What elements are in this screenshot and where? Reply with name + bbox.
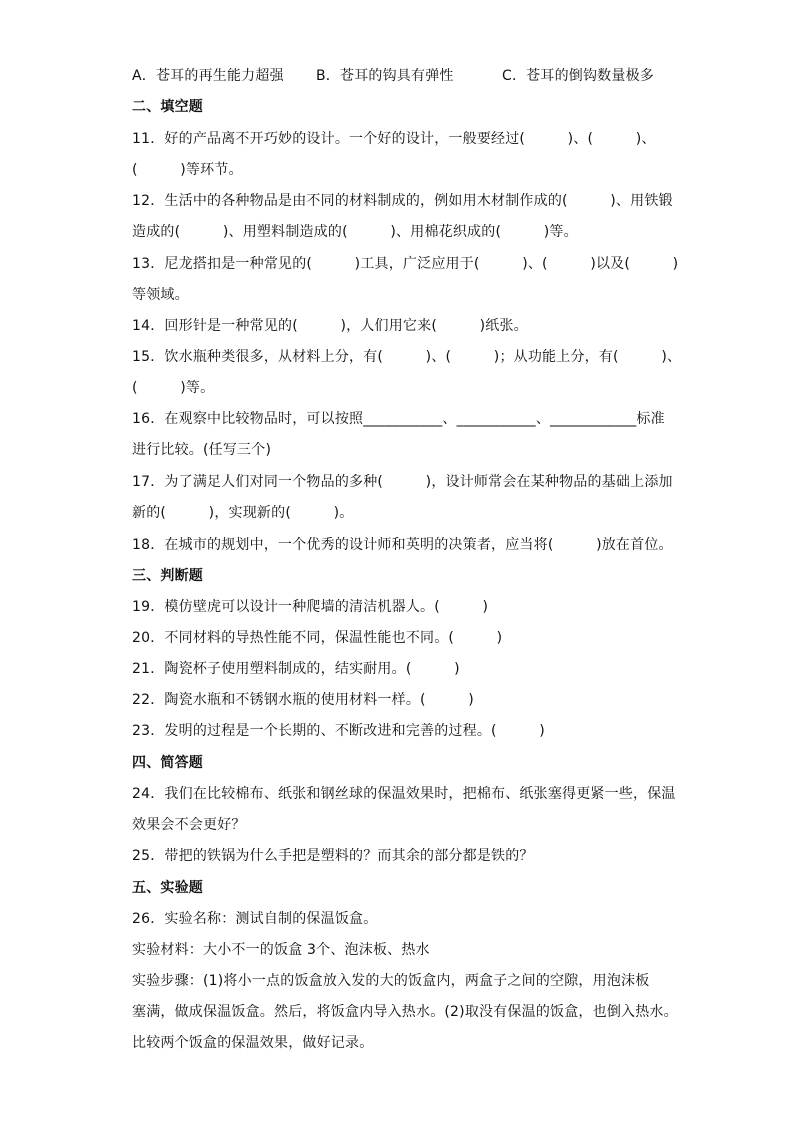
question-15-line-2: ( )等。	[132, 380, 215, 396]
question-23: 23．发明的过程是一个长期的、不断改进和完善的过程。( )	[132, 723, 545, 739]
question-11-line-2: ( )等环节。	[132, 162, 243, 178]
question-20: 20．不同材料的导热性能不同，保温性能也不同。( )	[132, 630, 503, 646]
question-22: 22．陶瓷水瓶和不锈钢水瓶的使用材料一样。( )	[132, 692, 474, 708]
question-26-line-1: 26．实验名称：测试自制的保温饭盒。	[132, 911, 378, 927]
question-14: 14．回形针是一种常见的( )，人们用它来( )纸张。	[132, 318, 528, 334]
question-12-line-2: 造成的( )、用塑料制造成的( )、用棉花织成的( )等。	[132, 224, 578, 240]
section-heading-short-answer: 四、简答题	[132, 755, 203, 771]
option-b: B．苍耳的钩具有弹性	[316, 68, 454, 84]
question-16-line-1: 16．在观察中比较物品时，可以按照___________、___________、____________标准	[132, 411, 665, 427]
question-17-line-1: 17．为了满足人们对同一个物品的多种( )，设计师常会在某种物品的基础上添加	[132, 474, 673, 490]
question-21: 21．陶瓷杯子使用塑料制成的，结实耐用。( )	[132, 661, 460, 677]
question-11-line-1: 11．好的产品离不开巧妙的设计。一个好的设计，一般要经过( )、( )、	[132, 131, 656, 147]
question-18: 18．在城市的规划中，一个优秀的设计师和英明的决策者，应当将( )放在首位。	[132, 537, 673, 553]
question-26-line-3: 实验步骤：(1)将小一点的饭盒放入发的大的饭盒内，两盒子之间的空隙，用泡沫板	[132, 973, 650, 989]
option-a: A．苍耳的再生能力超强	[132, 68, 284, 84]
section-heading-fill-blank: 二、填空题	[132, 99, 203, 115]
question-24-line-2: 效果会不会更好？	[132, 817, 246, 833]
options-row	[132, 66, 692, 86]
question-26-line-2: 实验材料：大小不一的饭盒 3个、泡沫板、热水	[132, 942, 430, 958]
section-heading-experiment: 五、实验题	[132, 880, 203, 896]
section-heading-judgement: 三、判断题	[132, 568, 203, 584]
question-26-line-5: 比较两个饭盒的保温效果，做好记录。	[132, 1035, 374, 1051]
question-19: 19．模仿壁虎可以设计一种爬墙的清洁机器人。( )	[132, 599, 489, 615]
option-c: C．苍耳的倒钩数量极多	[502, 68, 654, 84]
question-24-line-1: 24．我们在比较棉布、纸张和钢丝球的保温效果时，把棉布、纸张塞得更紧一些，保温	[132, 786, 676, 802]
question-17-line-2: 新的( )，实现新的( )。	[132, 505, 354, 521]
question-15-line-1: 15．饮水瓶种类很多，从材料上分，有( )、( )；从功能上分，有( )、	[132, 349, 682, 365]
question-26-line-4: 塞满，做成保温饭盒。然后，将饭盒内导入热水。(2)取没有保温的饭盒，也倒入热水。	[132, 1004, 678, 1020]
question-12-line-1: 12．生活中的各种物品是由不同的材料制成的，例如用木材制作成的( )、用铁锻	[132, 193, 673, 209]
question-25: 25．带把的铁锅为什么手把是塑料的？而其余的部分都是铁的？	[132, 848, 534, 864]
question-13-line-2: 等领域。	[132, 287, 189, 303]
question-13-line-1: 13．尼龙搭扣是一种常见的( )工具，广泛应用于( )、( )以及( )	[132, 256, 679, 272]
question-16-line-2: 进行比较。(任写三个)	[132, 442, 272, 458]
